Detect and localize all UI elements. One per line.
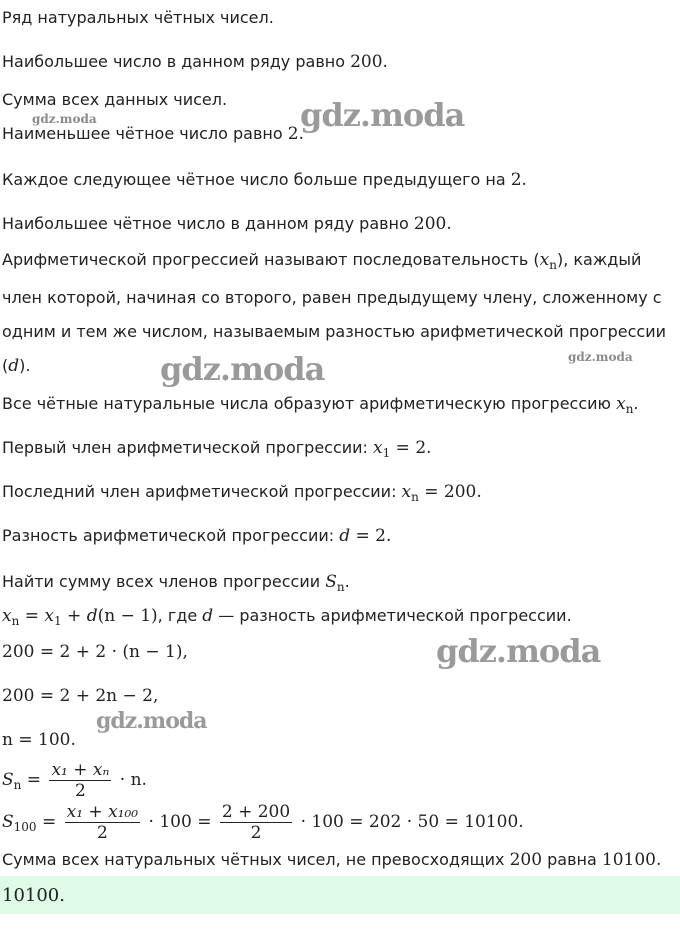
line-18: 200 = 2 + 2n − 2, [2, 686, 159, 706]
line-20-var-s: S [2, 770, 14, 790]
line-22-number: 200 [509, 850, 543, 870]
line-14-text: Разность арифметической прогрессии: [2, 526, 340, 545]
watermark: gdz.moda [160, 350, 325, 388]
line-5-text: Каждое следующее чётное число больше предыдущего на [2, 170, 511, 189]
line-20-eq: = [21, 770, 47, 790]
line-21-sub-100: 100 [13, 820, 37, 834]
answer-box [0, 876, 680, 914]
line-9: одним и тем же числом, называемым разностью арифметической прогрессии [2, 322, 666, 341]
line-6-text: Наибольшее чётное число в данном ряду равно [2, 214, 414, 233]
line-2-text: Наибольшее число в данном ряду равно [2, 52, 351, 71]
line-21-fraction-2 [220, 803, 292, 842]
line-16-paren: (n − 1) [97, 606, 158, 626]
line-6-number: 200. [413, 214, 452, 234]
line-21 [2, 800, 524, 849]
line-22-result: 10100. [601, 850, 662, 870]
line-2 [2, 52, 388, 72]
line-21-numerator-2: 2 + 200 [221, 802, 291, 822]
line-7-sub: n [549, 258, 557, 272]
line-15-end: . [344, 572, 350, 591]
line-16-var-d: d [86, 606, 98, 626]
line-8: член которой, начиная со второго, равен предыдущему члену, сложенному с [2, 288, 662, 307]
line-20 [2, 760, 147, 805]
line-4-number: 2. [287, 124, 304, 144]
line-15-sub: n [336, 580, 345, 594]
line-10 [2, 356, 30, 376]
line-16-sub-n: n [11, 614, 20, 628]
line-16-tail: — разность арифметической прогрессии. [213, 606, 572, 625]
line-7-text-b: ), каждый [556, 250, 642, 269]
line-5-number: 2. [510, 170, 527, 190]
line-12-eq: = 2. [390, 438, 432, 458]
line-7-text-a: Арифметической прогрессией называют последовательность ( [2, 250, 540, 269]
line-16-sub-1: 1 [53, 614, 62, 628]
line-22 [2, 850, 661, 870]
watermark: gdz.moda [300, 96, 465, 134]
line-11 [2, 394, 639, 419]
line-20-denominator: 2 [75, 781, 86, 801]
line-10-open: ( [2, 356, 9, 375]
line-22-text: Сумма всех натуральных чётных чисел, не превосходящих [2, 850, 510, 869]
line-20-sub-n: n [13, 778, 22, 792]
line-20-tail: · n. [114, 770, 147, 790]
line-11-end: . [633, 394, 639, 413]
line-11-text: Все чётные натуральные числа образуют арифметическую прогрессию [2, 394, 617, 413]
line-14-var: d [339, 526, 351, 546]
line-17: 200 = 2 + 2 · (n − 1), [2, 642, 188, 662]
line-20-numerator: x₁ + xₙ [51, 760, 110, 780]
line-10-var: d [8, 356, 20, 376]
line-16-var-x: x [2, 606, 12, 626]
line-19: n = 100. [2, 730, 76, 750]
line-13-text: Последний член арифметической прогрессии: [2, 482, 402, 501]
line-13-eq: = 200. [418, 482, 482, 502]
answer-value: 10100. [2, 885, 65, 906]
watermark: gdz.moda [568, 350, 633, 364]
line-3: Сумма всех данных чисел. [2, 90, 228, 109]
line-21-tail: · 100 = 202 · 50 = 10100. [295, 812, 524, 832]
line-22-mid: равна [542, 850, 602, 869]
line-15 [2, 572, 350, 597]
line-2-number: 200. [350, 52, 388, 72]
line-21-fraction-1 [65, 803, 141, 842]
line-12-var: x [373, 438, 383, 458]
line-21-mid: · 100 = [143, 812, 217, 832]
line-21-eq: = [36, 812, 62, 832]
line-16-plus: + [61, 606, 87, 626]
line-12-sub: 1 [382, 446, 391, 460]
watermark: gdz.moda [436, 632, 601, 670]
line-21-denominator-2: 2 [250, 823, 262, 843]
line-12 [2, 438, 432, 463]
line-7-var: x [539, 250, 550, 270]
line-16-var-x1: x [44, 606, 54, 626]
line-4-text: Наименьшее чётное число равно [2, 124, 288, 143]
line-5 [2, 170, 527, 190]
line-6 [2, 214, 452, 234]
line-7 [2, 250, 641, 275]
line-11-var: x [616, 394, 626, 414]
watermark: gdz.moda [96, 708, 207, 734]
watermark: gdz.moda [32, 112, 97, 126]
line-15-var: S [325, 572, 337, 592]
line-10-close: ). [19, 356, 31, 375]
line-14-eq: = 2. [350, 526, 392, 546]
line-12-text: Первый член арифметической прогрессии: [2, 438, 374, 457]
line-15-text: Найти сумму всех членов прогрессии [2, 572, 326, 591]
line-21-denominator-1: 2 [96, 823, 108, 843]
line-13 [2, 482, 482, 507]
line-11-sub: n [625, 402, 634, 416]
line-13-var: x [401, 482, 412, 502]
line-16-eq: = [19, 606, 45, 626]
line-4 [2, 124, 304, 144]
line-21-var-s: S [2, 812, 14, 832]
line-1: Ряд натуральных чётных чисел. [2, 8, 274, 27]
line-16 [2, 606, 572, 631]
line-13-sub: n [411, 490, 419, 504]
line-14 [2, 526, 391, 546]
line-16-var-d2: d [202, 606, 214, 626]
line-20-fraction [49, 761, 111, 800]
line-21-numerator-1: x₁ + x₁₀₀ [66, 802, 139, 822]
line-16-text: , где [157, 606, 203, 625]
